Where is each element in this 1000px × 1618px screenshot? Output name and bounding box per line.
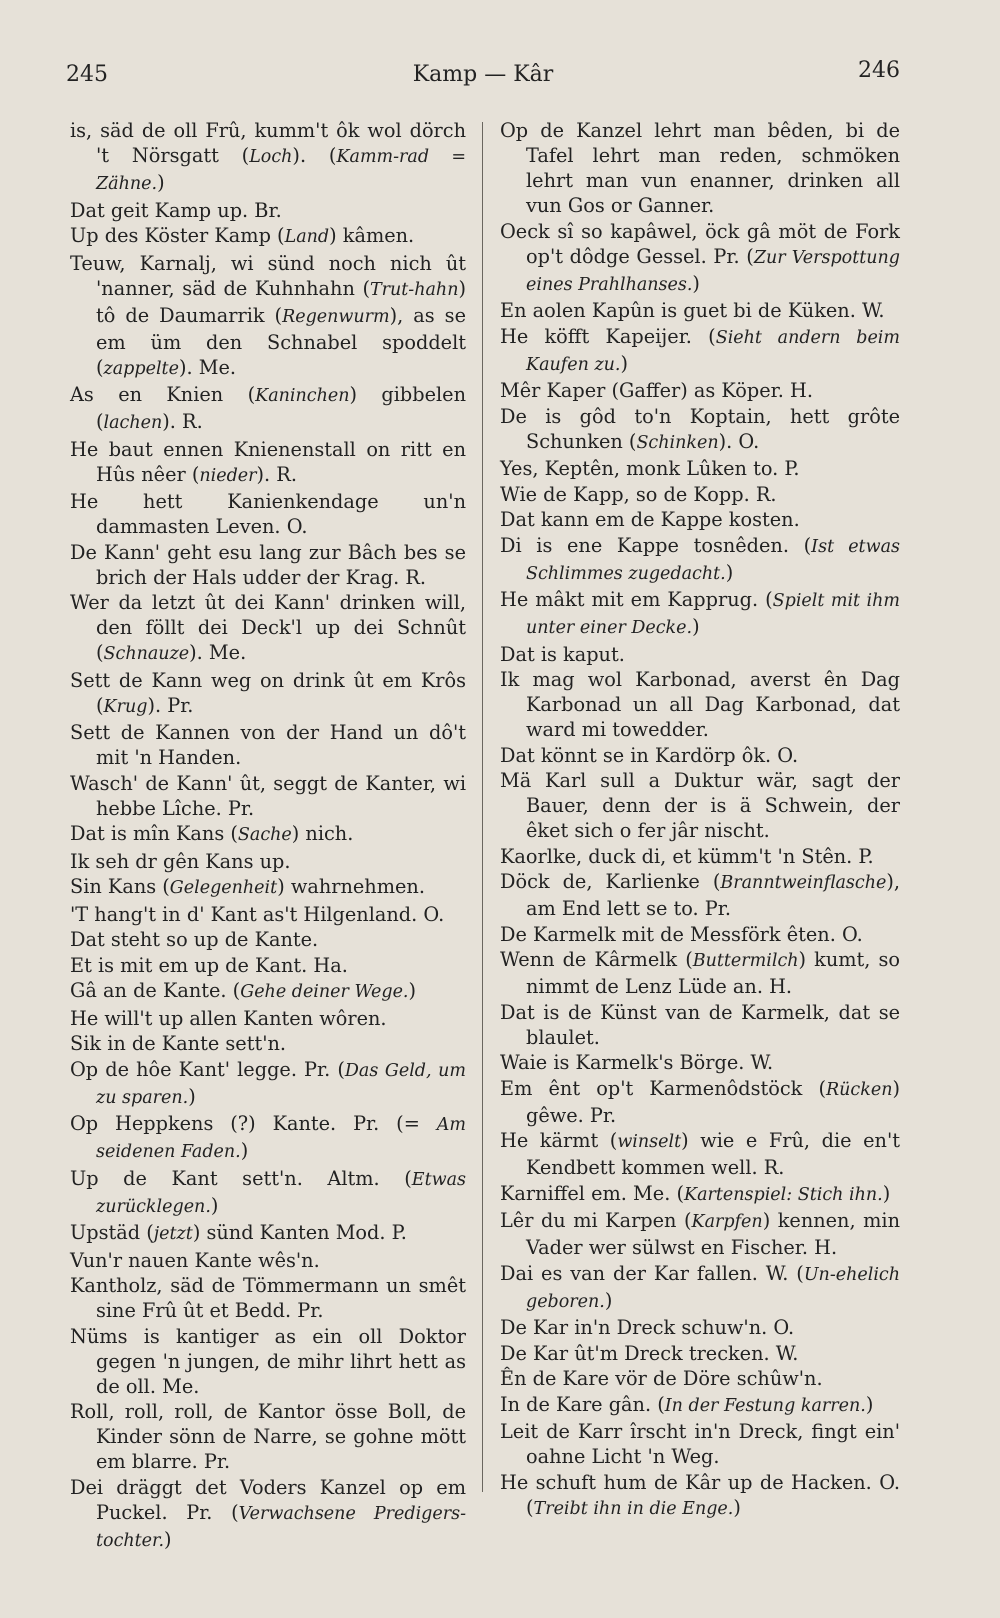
- proverb-entry: [500, 1128, 900, 1180]
- proverb-entry: [70, 223, 466, 250]
- entry-text: He köfft Kapeijer. (: [500, 324, 716, 348]
- entry-text: Op de Kanzel lehrt man bêden, bi de Tafel lehrt man reden, schmöken lehrt man vun enanner, drinken all vun Gos or Ganner.: [500, 119, 900, 217]
- entry-text: ). R.: [256, 462, 297, 486]
- proverb-entry: [500, 324, 900, 378]
- entry-text: De Karmelk mit de Messförk êten. O.: [500, 922, 863, 946]
- entry-text: ), as se em üm den Schnabel spoddelt (: [96, 303, 466, 379]
- gloss-text: Gelegenheit: [169, 878, 278, 898]
- gloss-text: Schinken: [636, 432, 719, 453]
- entry-text: ): [620, 351, 629, 375]
- proverb-entry: [500, 844, 900, 869]
- entry-text: Upstäd (: [70, 1221, 154, 1244]
- proverb-entry: [500, 298, 900, 323]
- gloss-text: Un-ehelich geboren.: [526, 1264, 900, 1312]
- entry-text: ) sünd Kanten Mod. P.: [192, 1221, 407, 1244]
- entry-text: Mä Karl sull a Duktur wär, sagt der Bauer, denn der is ä Schwein, der êket sich o fer jâr nischt.: [500, 769, 900, 842]
- entry-text: Op Heppkens (?) Kante. Pr. (=: [70, 1112, 437, 1135]
- entry-text: He hett Kanienkendage un'n dammasten Leven. O.: [70, 490, 466, 538]
- proverb-entry: [500, 219, 900, 298]
- entry-text: In de Kare gân. (: [500, 1392, 665, 1416]
- entry-text: ) kennen, min Vader wer sülwst en Fischer. H.: [526, 1209, 900, 1259]
- entry-text: Sett de Kann weg on drink ût em Krôs (: [70, 668, 466, 717]
- gloss-text: Branntweinflasche: [720, 873, 887, 893]
- proverb-entry: [500, 1341, 900, 1366]
- proverb-entry: [500, 378, 900, 403]
- entry-text: He baut ennen Knienenstall on ritt en Hûs nêer (: [70, 437, 466, 486]
- proverb-entry: [70, 927, 466, 952]
- entry-text: Leit de Karr îrscht in'n Dreck, fingt ein' oahne Licht 'n Weg.: [500, 1420, 900, 1468]
- entry-text: ) tô de Daumarrik (: [96, 276, 466, 327]
- entry-text: ) kâmen.: [329, 224, 415, 247]
- gloss-text: Kartenspiel: Stich ihn.: [684, 1184, 883, 1205]
- proverb-entry: [500, 1261, 900, 1315]
- entry-text: Dat steht so up de Kante.: [70, 928, 319, 951]
- entry-text: ) nich.: [291, 822, 354, 845]
- entry-text: Dat is de Künst van de Karmelk, dat se blaulet.: [500, 1000, 900, 1049]
- entry-text: ): [157, 171, 165, 194]
- gloss-text: Spielt mit ihm unter einer Decke.: [526, 591, 901, 638]
- proverb-entry: [500, 1366, 900, 1391]
- entry-text: ): [210, 1193, 219, 1217]
- proverb-entry: [70, 251, 466, 382]
- entry-text: Nüms is kantiger as ein oll Doktor gegen 'n jungen, de mihr lihrt hett as de oll. Me.: [70, 1324, 466, 1398]
- gloss-text: winselt: [617, 1132, 682, 1152]
- gloss-text: In der Festung karren.: [664, 1395, 866, 1416]
- entry-text: Vun'r nauen Kante wês'n.: [70, 1248, 320, 1272]
- gloss-text: Trut-hahn: [369, 279, 459, 300]
- entry-text: Oeck sî so kapâwel, öck gâ möt de Fork op't dôdge Gessel. Pr. (: [500, 219, 900, 268]
- gloss-text: Regenwurm: [282, 306, 390, 327]
- gloss-text: Etwas zurücklegen.: [96, 1169, 466, 1217]
- proverb-entry: [500, 1419, 900, 1469]
- entry-text: 'T hang't in d' Kant as't Hilgenland. O.: [70, 902, 445, 926]
- entry-text: Dat kann em de Kappe kosten.: [500, 508, 800, 531]
- entry-text: Ik mag wol Karbonad, averst ên Dag Karbonad un all Dag Karbonad, dat ward mi towedder.: [500, 668, 900, 741]
- proverb-entry: [70, 821, 466, 848]
- gloss-text: Loch: [249, 147, 293, 167]
- proverb-entry: [70, 437, 466, 489]
- entry-text: He mâkt mit em Kapprug. (: [500, 588, 773, 611]
- proverb-entry: [70, 590, 466, 667]
- entry-text: De Kar in'n Dreck schuw'n. O.: [500, 1316, 795, 1339]
- proverb-entry: [500, 118, 900, 218]
- page-number-right: 246: [858, 58, 900, 83]
- entry-text: Gâ an de Kante. (: [70, 979, 241, 1002]
- proverb-entry: [70, 1248, 466, 1273]
- entry-text: Dat könnt se in Kardörp ôk. O.: [500, 743, 799, 767]
- proverb-entry: [70, 902, 466, 927]
- proverb-entry: [70, 1273, 466, 1323]
- entry-text: Et is mit em up de Kant. Ha.: [70, 953, 348, 977]
- page-number-left: 245: [66, 62, 108, 87]
- entry-text: ): [725, 560, 734, 584]
- entry-text: De is gôd to'n Koptain, hett grôte Schunken (: [500, 404, 900, 453]
- entry-text: ): [692, 271, 700, 295]
- entry-text: Wenn de Kârmelk (: [500, 948, 693, 971]
- entry-text: Roll, roll, roll, de Kantor össe Boll, de Kinder sönn de Narre, se gohne mött em blarre. Pr.: [70, 1400, 466, 1473]
- entry-text: ). Me.: [189, 641, 247, 664]
- entry-text: Kaorlke, duck di, et kümm't 'n Stên. P.: [500, 844, 874, 868]
- entry-text: ). O.: [718, 429, 760, 453]
- proverb-entry: [500, 1315, 900, 1340]
- gloss-text: zappelte: [103, 358, 179, 379]
- gloss-text: Land: [284, 227, 330, 247]
- entry-text: Dai es van der Kar fallen. W. (: [500, 1261, 804, 1285]
- entry-text: ): [408, 979, 417, 1002]
- entry-text: Ên de Kare vör de Döre schûw'n.: [500, 1367, 823, 1390]
- proverb-entry: [70, 118, 466, 197]
- entry-text: ): [164, 1527, 172, 1551]
- proverb-entry: [70, 1475, 466, 1554]
- entry-text: De Kann' geht esu lang zur Bâch bes se brich der Hals udder der Krag. R.: [70, 540, 466, 589]
- entry-text: En aolen Kapûn is guet bi de Küken. W.: [500, 299, 885, 322]
- entry-text: Teuw, Karnalj, wi sünd noch nich ût 'nanner, säd de Kuhnhahn (: [70, 251, 466, 300]
- proverb-entry: [500, 642, 900, 667]
- entry-text: Di is ene Kappe tosnêden. (: [500, 533, 812, 557]
- proverb-entry: [500, 1000, 900, 1050]
- entry-text: Op de hôe Kant' legge. Pr. (: [70, 1057, 345, 1081]
- entry-text: Ik seh dr gên Kans up.: [70, 849, 291, 873]
- proverb-entry: [500, 404, 900, 456]
- proverb-entry: [500, 1076, 900, 1128]
- gloss-text: Krug: [103, 696, 148, 717]
- proverb-entry: [500, 533, 900, 587]
- column-divider: [482, 122, 483, 1492]
- proverb-entry: [500, 587, 900, 641]
- proverb-entry: [500, 1181, 900, 1208]
- entry-text: ): [882, 1181, 891, 1205]
- proverb-entry: [70, 1166, 466, 1220]
- entry-text: Wasch' de Kann' ût, seggt de Kanter, wi hebbe Lîche. Pr.: [70, 771, 466, 820]
- gloss-text: Sache: [237, 825, 292, 845]
- gloss-text: Karpfen: [691, 1212, 763, 1232]
- entry-text: Lêr du mi Karpen (: [500, 1209, 692, 1232]
- entry-text: He kärmt (: [500, 1129, 618, 1152]
- proverb-entry: [70, 953, 466, 978]
- entry-text: He schuft hum de Kâr up de Hacken. O. (: [500, 1470, 900, 1519]
- right-column: [500, 118, 900, 1522]
- entry-text: Up des Köster Kamp (: [70, 224, 285, 247]
- proverb-entry: [70, 1324, 466, 1399]
- entry-text: Waie is Karmelk's Börge. W.: [500, 1051, 774, 1074]
- entry-text: ) wie e Frû, die en't Kendbett kommen well. R.: [526, 1129, 900, 1179]
- entry-text: Up de Kant sett'n. Altm. (: [70, 1166, 412, 1190]
- proverb-entry: [70, 978, 466, 1005]
- gloss-text: jetzt: [153, 1224, 193, 1244]
- proverb-entry: [500, 1050, 900, 1075]
- proverb-entry: [70, 1399, 466, 1474]
- entry-text: He will't up allen Kanten wôren.: [70, 1006, 387, 1030]
- entry-text: is, säd de oll Frû, kumm't ôk wol dörch 't Nörsgatt (: [70, 119, 466, 167]
- gloss-text: lachen: [103, 413, 163, 433]
- proverb-entry: [500, 1470, 900, 1522]
- entry-text: ). Pr.: [147, 693, 194, 717]
- proverb-entry: [500, 507, 900, 532]
- proverb-entry: [70, 540, 466, 590]
- entry-text: ): [733, 1495, 741, 1519]
- proverb-entry: [500, 667, 900, 742]
- gloss-text: Schnauze: [103, 644, 190, 664]
- proverb-entry: [500, 1392, 900, 1419]
- proverb-entry: [500, 768, 900, 843]
- gloss-text: Treibt ihn in die Enge.: [533, 1498, 734, 1519]
- entry-text: ). (: [292, 144, 337, 167]
- entry-text: As en Knien (: [70, 383, 256, 406]
- proverb-entry: [70, 874, 466, 901]
- entry-text: ) gibbelen (: [96, 383, 466, 433]
- proverb-entry: [70, 771, 466, 821]
- proverb-entry: [500, 947, 900, 999]
- gloss-text: nieder: [199, 465, 257, 486]
- gloss-text: Sieht andern beim Kaufen zu.: [526, 327, 900, 375]
- gloss-text: Kaninchen: [255, 386, 350, 406]
- page-header: [66, 58, 900, 98]
- proverb-entry: [500, 922, 900, 947]
- proverb-entry: [70, 668, 466, 720]
- entry-text: De Kar ût'm Dreck trecken. W.: [500, 1341, 799, 1365]
- gloss-text: Kamm-rad = Zähne.: [96, 147, 466, 194]
- entry-text: ): [692, 615, 700, 638]
- gloss-text: Zur Verspottung eines Prahlhanses.: [526, 247, 901, 295]
- entry-text: ) kumt, so nimmt de Lenz Lüde an. H.: [526, 948, 900, 998]
- entry-text: Dat geit Kamp up. Br.: [70, 198, 282, 222]
- gloss-text: Buttermilch: [692, 951, 799, 971]
- proverb-entry: [70, 489, 466, 539]
- entry-text: Yes, Keptên, monk Lûken to. P.: [500, 457, 800, 480]
- entry-text: Sik in de Kante sett'n.: [70, 1032, 287, 1055]
- entry-text: ): [604, 1288, 613, 1312]
- entry-text: Dei dräggt det Voders Kanzel op em Puckel. Pr. (: [70, 1475, 466, 1524]
- proverb-entry: [500, 456, 900, 481]
- entry-text: ): [240, 1139, 249, 1162]
- entry-text: ), am End lett se to. Pr.: [526, 870, 900, 920]
- entry-text: ). Me.: [178, 355, 236, 379]
- proverb-entry: [500, 482, 900, 507]
- entry-text: Karniffel em. Me. (: [500, 1181, 684, 1205]
- running-title: Kamp — Kâr: [412, 62, 554, 87]
- gloss-text: Am seidenen Faden.: [96, 1115, 466, 1162]
- proverb-entry: [70, 1220, 466, 1247]
- entry-text: Mêr Kaper (Gaffer) as Köper. H.: [500, 379, 813, 402]
- gloss-text: Ist etwas Schlimmes zugedacht.: [526, 536, 900, 584]
- proverb-entry: [500, 869, 900, 921]
- entry-text: Em ênt op't Karmenôdstöck (: [500, 1076, 826, 1100]
- entry-text: Wie de Kapp, so de Kopp. R.: [500, 482, 777, 506]
- proverb-entry: [70, 720, 466, 770]
- proverb-entry: [500, 743, 900, 768]
- proverb-entry: [70, 198, 466, 223]
- proverb-entry: [70, 1111, 466, 1165]
- entry-text: Sin Kans (: [70, 875, 170, 898]
- entry-text: Döck de, Karlienke (: [500, 870, 721, 893]
- entry-text: ): [188, 1084, 196, 1108]
- entry-text: ) gêwe. Pr.: [526, 1076, 900, 1127]
- gloss-text: Gehe deiner Wege.: [240, 982, 409, 1002]
- gloss-text: Rücken: [825, 1079, 893, 1100]
- entry-text: Dat is kaput.: [500, 642, 625, 666]
- proverb-entry: [70, 1057, 466, 1111]
- entry-text: ). R.: [162, 410, 203, 433]
- entry-text: Wer da letzt ût dei Kann' drinken will, den föllt dei Deck'l up dei Schnût (: [70, 591, 466, 664]
- entry-text: Dat is mîn Kans (: [70, 822, 238, 845]
- entry-text: Sett de Kannen von der Hand un dô't mit 'n Handen.: [70, 721, 466, 769]
- proverb-entry: [70, 1006, 466, 1031]
- proverb-entry: [70, 849, 466, 874]
- entry-text: ): [865, 1392, 874, 1416]
- proverb-entry: [70, 382, 466, 436]
- entry-text: ) wahrnehmen.: [277, 875, 425, 898]
- left-column: [70, 118, 466, 1554]
- proverb-entry: [500, 1208, 900, 1260]
- gloss-text: Das Geld, um zu sparen.: [96, 1060, 466, 1108]
- proverb-entry: [70, 1031, 466, 1056]
- gloss-text: Verwachsene Predigers-tochter.: [96, 1503, 466, 1551]
- entry-text: Kantholz, säd de Tömmermann un smêt sine Frû ût et Bedd. Pr.: [70, 1274, 466, 1322]
